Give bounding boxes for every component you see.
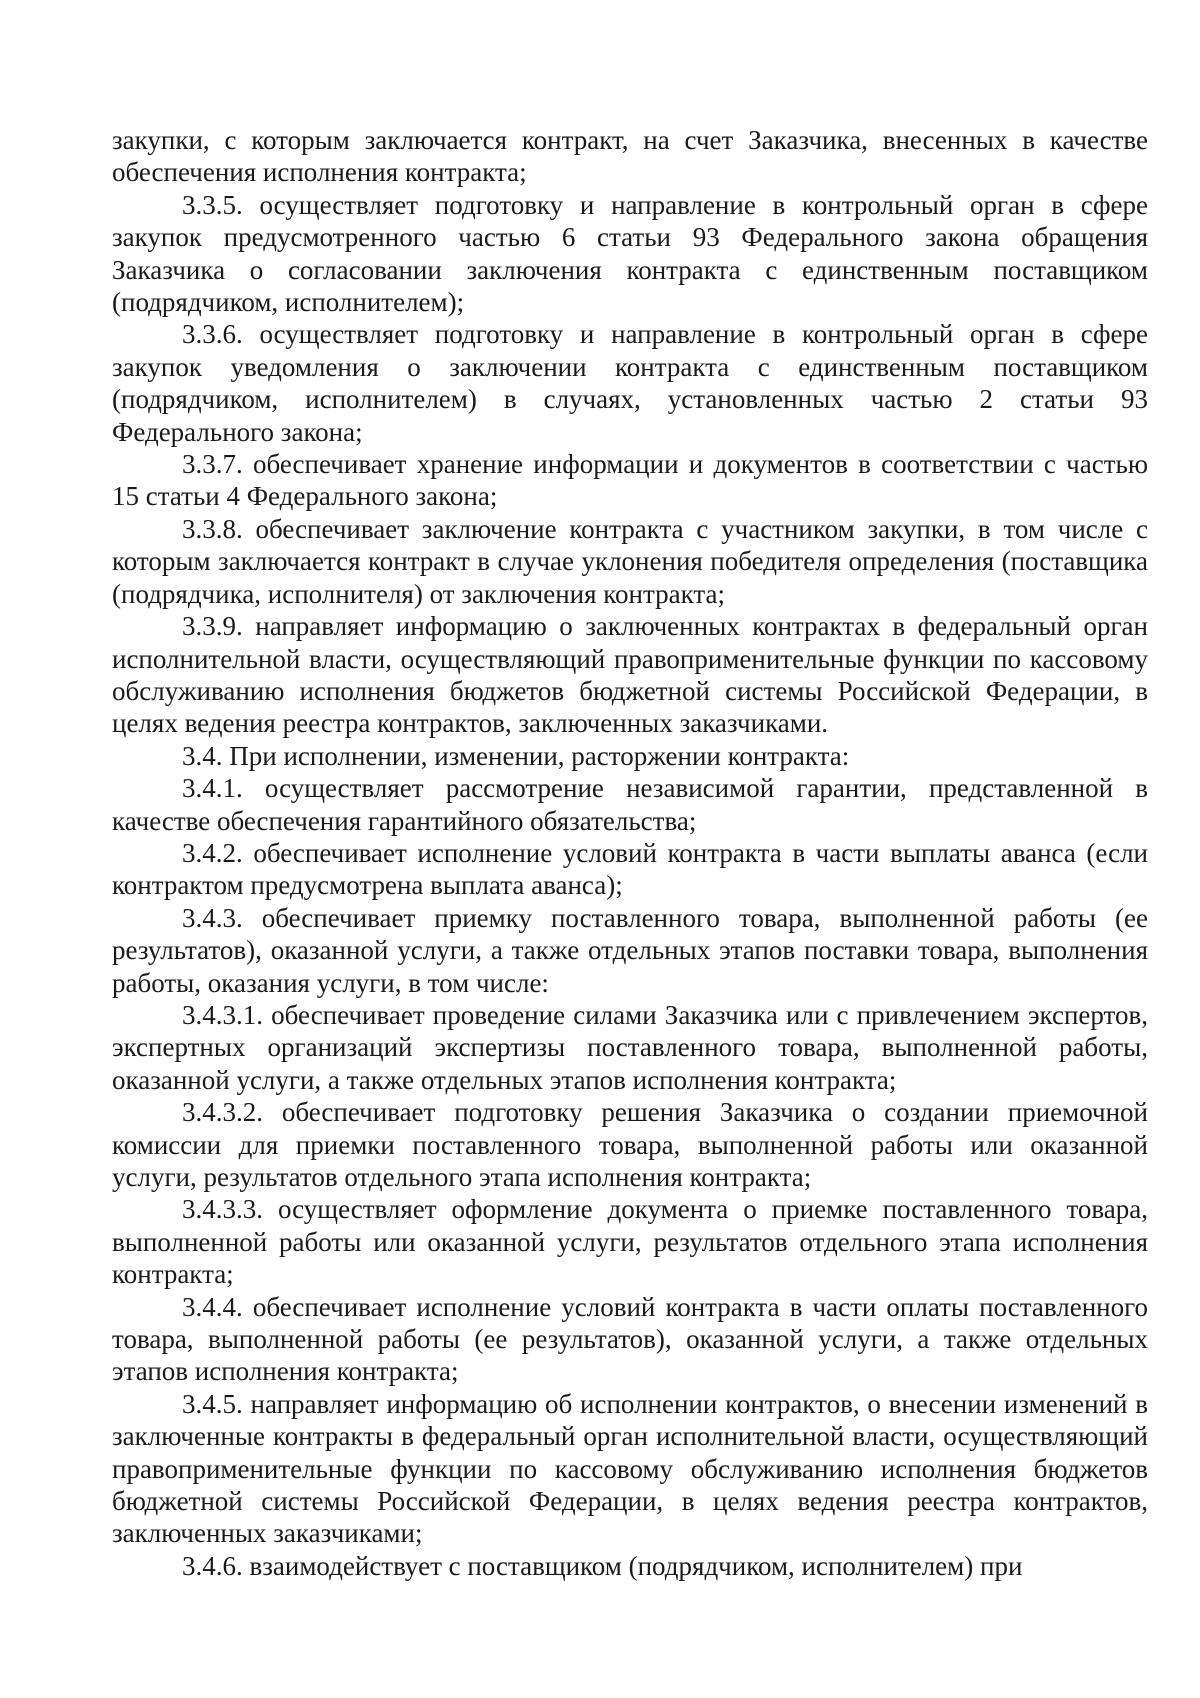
paragraph-3-4-3-3: 3.4.3.3. осуществляет оформление документа о приемке поставленного товара, выполненной работы или оказанной услуги, результатов отдельного этапа исполнения контракта; [112, 1194, 1148, 1290]
paragraph-3-4-6: 3.4.6. взаимодействует с поставщиком (подрядчиком, исполнителем) при [182, 1550, 1023, 1581]
paragraph-3-4-3-1: 3.4.3.1. обеспечивает проведение силами Заказчика или с привлечением экспертов, экспертных организаций экспертизы поставленного товара, выполненной работы, оказанной услуги, а также отдельных этапов исполнения контракта; [112, 999, 1148, 1095]
document-body [112, 124, 1148, 1582]
paragraph-3-3-5: 3.3.5. осуществляет подготовку и направление в контрольный орган в сфере закупок предусмотренного частью 6 статьи 93 Федерального закона обращения Заказчика о согласовании заключения контракта с единственным поставщиком (подрядчиком, исполнителем); [112, 189, 1148, 318]
paragraph-3-4-3: 3.4.3. обеспечивает приемку поставленного товара, выполненной работы (ее результатов), оказанной услуги, а также отдельных этапов поставки товара, выполнения работы, оказания услуги, в том числе: [112, 902, 1148, 998]
paragraph-3-4-1: 3.4.1. осуществляет рассмотрение независимой гарантии, представленной в качестве обеспечения гарантийного обязательства; [112, 773, 1148, 836]
paragraph-3-3-8: 3.3.8. обеспечивает заключение контракта с участником закупки, в том числе с которым заключается контракт в случае уклонения победителя определения (поставщика (подрядчика, исполнителя) от заключения контракта; [112, 513, 1148, 609]
paragraph-3-4-5: 3.4.5. направляет информацию об исполнении контрактов, о внесении изменений в заключенные контракты в федеральный орган исполнительной власти, осуществляющий правоприменительные функции по кассовому обслуживанию исполнения бюджетов бюджетной системы Российской Федерации, в целях ведения реестра контрактов, заключенных заказчиками; [112, 1388, 1148, 1549]
paragraph-3-3-7: 3.3.7. обеспечивает хранение информации и документов в соответствии с частью 15 статьи 4 Федерального закона; [112, 449, 1148, 512]
paragraph-3-4: 3.4. При исполнении, изменении, расторжении контракта: [182, 740, 850, 771]
paragraph-3-4-2: 3.4.2. обеспечивает исполнение условий контракта в части выплаты аванса (если контрактом предусмотрена выплата аванса); [112, 837, 1148, 901]
paragraph-3-4-3-2: 3.4.3.2. обеспечивает подготовку решения Заказчика о создании приемочной комиссии для приемки поставленного товара, выполненной работы или оказанной услуги, результатов отдельного этапа исполнения контракта; [112, 1097, 1148, 1192]
paragraph-continuation: закупки, с которым заключается контракт, на счет Заказчика, внесенных в качестве обеспечения исполнения контракта; [112, 125, 1148, 188]
paragraph-3-3-6: 3.3.6. осуществляет подготовку и направление в контрольный орган в сфере закупок уведомления о заключении контракта с единственным поставщиком (подрядчиком, исполнителем) в случаях, установленных частью 2 статьи 93 Федерального закона; [112, 319, 1148, 447]
paragraph-3-3-9: 3.3.9. направляет информацию о заключенных контрактах в федеральный орган исполнительной власти, осуществляющий правоприменительные функции по кассовому обслуживанию исполнения бюджетов бюджетной системы Российской Федерации, в целях ведения реестра контрактов, заключенных заказчиками. [112, 611, 1148, 739]
paragraph-3-4-4: 3.4.4. обеспечивает исполнение условий контракта в части оплаты поставленного товара, выполненной работы (ее результатов), оказанной услуги, а также отдельных этапов исполнения контракта; [112, 1291, 1148, 1387]
